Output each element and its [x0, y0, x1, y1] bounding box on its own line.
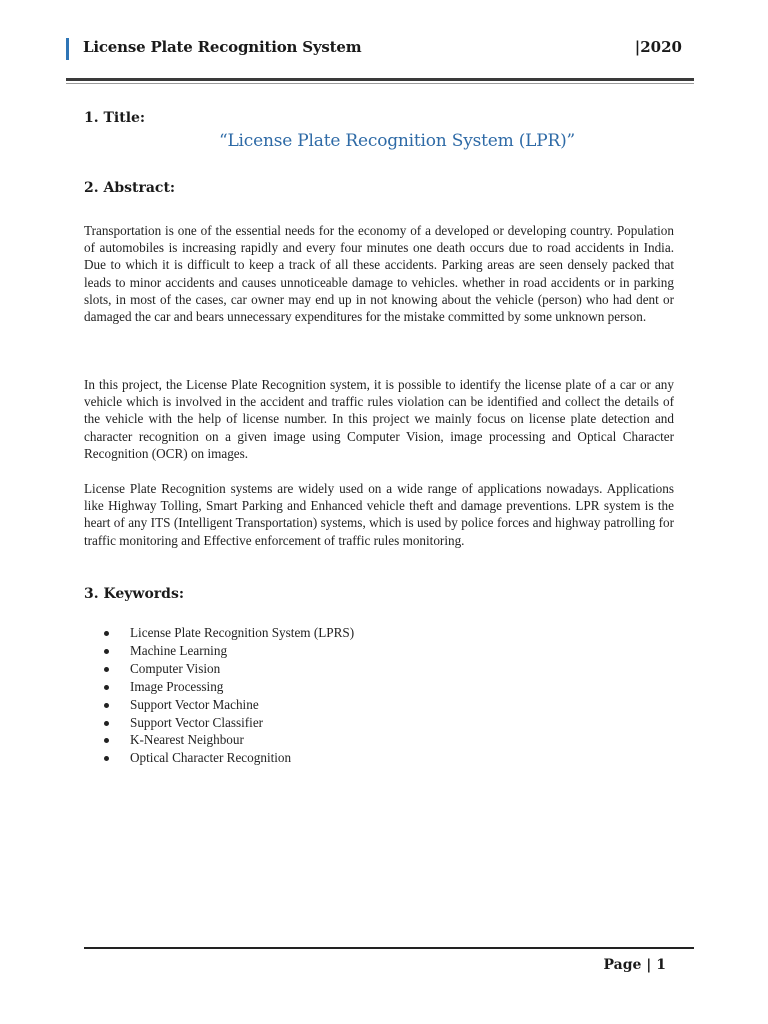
bullet-icon [104, 685, 109, 690]
list-item [104, 714, 354, 732]
abstract-paragraph-3: License Plate Recognition systems are widely used on a wide range of applications nowadays. Applications like Highway Tolling, Smart Parking and Enhanced vehicle theft and damage preventions. LPR system is the heart of any ITS (Intelligent Transportation) systems, which is used by police forces and highway patrolling for traffic monitoring and Effective enforcement of traffic rules monitoring. [84, 481, 674, 548]
keyword-text: Machine Learning [130, 642, 228, 658]
document-title: “License Plate Recognition System (LPR)” [218, 131, 576, 151]
list-item [104, 731, 354, 749]
list-item [104, 678, 354, 696]
keyword-text: Support Vector Machine [130, 696, 259, 712]
keyword-text: K-Nearest Neighbour [130, 732, 244, 748]
bullet-icon [104, 649, 109, 654]
header-title: License Plate Recognition System [83, 38, 362, 56]
title-heading: 1. Title: [84, 110, 146, 126]
bullet-icon [104, 738, 109, 743]
bullet-icon [104, 631, 109, 636]
keyword-text: License Plate Recognition System (LPRS) [130, 625, 355, 640]
list-item [104, 749, 354, 767]
abstract-paragraph-2: In this project, the License Plate Recognition system, it is possible to identify the license plate of a car or any vehicle which is involved in the accident and traffic rules violation can be identified and collect the details of the vehicle with the help of license number. In this project we mainly focus on license plate detection and character recognition on a given image using Computer Vision, image processing and Optical Character Recognition (OCR) on images. [84, 377, 674, 461]
keyword-text: Image Processing [130, 678, 224, 694]
header-rule-thin [66, 83, 694, 84]
abstract-heading: 2. Abstract: [84, 180, 176, 196]
header-accent-bar [66, 38, 69, 60]
keywords-heading: 3. Keywords: [84, 586, 184, 602]
list-item [104, 642, 354, 660]
header-year: |2020 [634, 38, 682, 56]
keywords-list [104, 624, 354, 767]
list-item [104, 624, 354, 642]
bullet-icon [104, 756, 109, 761]
abstract-paragraph-1: Transportation is one of the essential needs for the economy of a developed or developing country. Population of automobiles is increasing rapidly and every four minutes one death occurs due to road accidents in India. Due to which it is difficult to keep a track of all these accidents. Parking areas are seen densely packed that leads to minor accidents and causes unnoticeable damage to vehicles. whether in road accidents or in parking slots, in most of the cases, car owner may end up in not knowing about the vehicle (person) who had dent or damaged the car and bears unnecessary expenditures for the mistake committed by some unknown person. [84, 223, 674, 325]
keyword-text: Computer Vision [130, 660, 221, 676]
header-rule [66, 78, 694, 81]
page-header [66, 36, 692, 62]
page-number: Page | 1 [603, 957, 666, 973]
list-item [104, 696, 354, 714]
list-item [104, 660, 354, 678]
bullet-icon [104, 703, 109, 708]
bullet-icon [104, 667, 109, 672]
keyword-text: Support Vector Classifier [130, 714, 264, 730]
keyword-text: Optical Character Recognition [130, 750, 292, 766]
bullet-icon [104, 721, 109, 726]
footer-rule [84, 947, 694, 949]
